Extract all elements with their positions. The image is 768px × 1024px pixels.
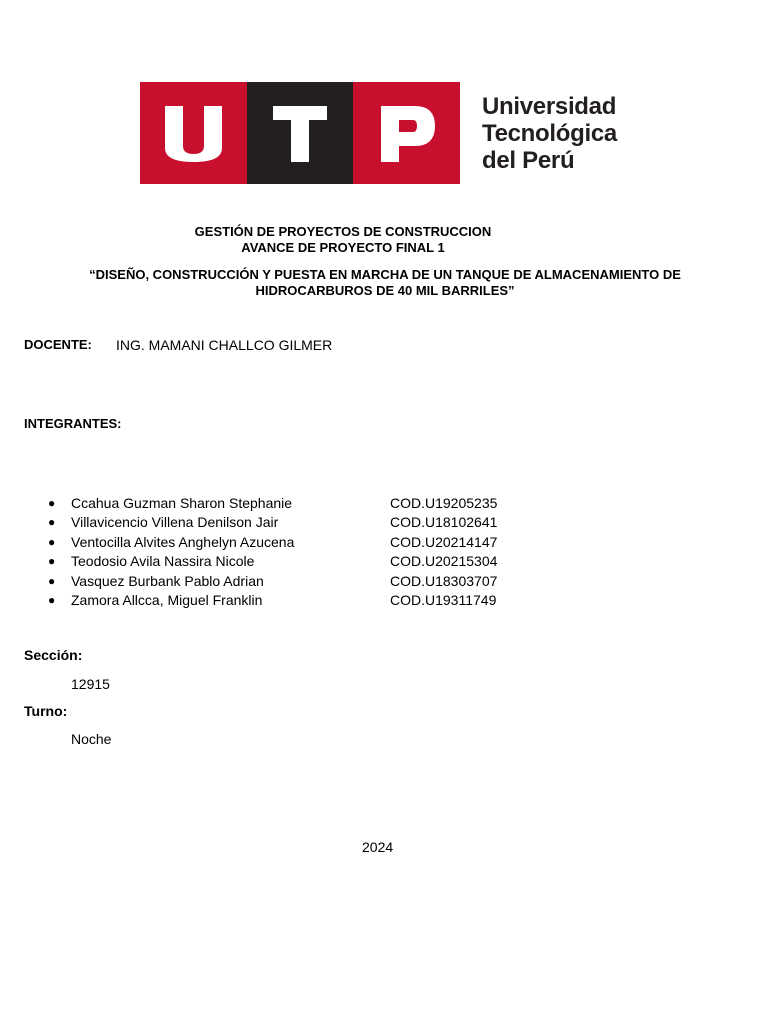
docente-label: DOCENTE:	[24, 337, 92, 352]
university-name	[482, 93, 642, 174]
member-code: COD.U19311749	[390, 591, 497, 608]
member-name: Ccahua Guzman Sharon Stephanie	[71, 495, 293, 511]
year-text: 2024	[362, 839, 394, 855]
bullet-icon: ●	[48, 496, 56, 510]
bullet-icon: ●	[48, 515, 56, 530]
university-name-line-3: del Perú	[482, 147, 575, 174]
university-name-line-1: Universidad	[482, 93, 617, 120]
member-name: Vasquez Burbank Pablo Adrian	[71, 572, 264, 589]
bullet-icon: ●	[48, 592, 56, 607]
bullet-icon: ●	[48, 554, 56, 569]
turno-label: Turno:	[24, 703, 68, 719]
course-title: GESTIÓN DE PROYECTOS DE CONSTRUCCION	[194, 224, 492, 239]
course-heading	[0, 224, 686, 256]
integrantes-label: INTEGRANTES:	[24, 416, 122, 431]
docente-value: ING. MAMANI CHALLCO GILMER	[116, 337, 333, 353]
member-code: COD.U19205235	[390, 495, 498, 511]
course-subtitle: AVANCE DE PROYECTO FINAL 1	[241, 240, 445, 255]
letter-t-shape	[247, 82, 353, 184]
member-code: COD.U18303707	[390, 572, 498, 589]
university-name-line-2: Tecnológica	[482, 120, 617, 147]
letter-u-shape	[140, 82, 247, 184]
seccion-label: Sección:	[24, 647, 83, 663]
letter-p-shape	[353, 82, 460, 184]
logo-letter-p	[353, 82, 460, 184]
seccion-value: 12915	[71, 676, 110, 692]
logo-letter-u	[140, 82, 247, 184]
project-title: “DISEÑO, CONSTRUCCIÓN Y PUESTA EN MARCHA DE UN TANQUE DE ALMACENAMIENTO DE HIDROCARBUROS DE 40 MIL BARRILES”	[89, 267, 681, 298]
member-name: Villavicencio Villena Denilson Jair	[71, 514, 279, 531]
member-name: Teodosio Avila Nassira Nicole	[71, 553, 255, 570]
logo-letter-t	[247, 82, 353, 184]
member-name: Zamora Allcca, Miguel Franklin	[71, 591, 263, 608]
member-code: COD.U20215304	[390, 553, 498, 570]
bullet-icon: ●	[48, 534, 56, 549]
turno-value: Noche	[71, 731, 112, 747]
member-code: COD.U20214147	[390, 533, 498, 550]
utp-logo	[140, 82, 640, 184]
member-name: Ventocilla Alvites Anghelyn Azucena	[71, 533, 295, 550]
bullet-icon: ●	[48, 573, 56, 588]
member-code: COD.U18102641	[390, 514, 498, 531]
